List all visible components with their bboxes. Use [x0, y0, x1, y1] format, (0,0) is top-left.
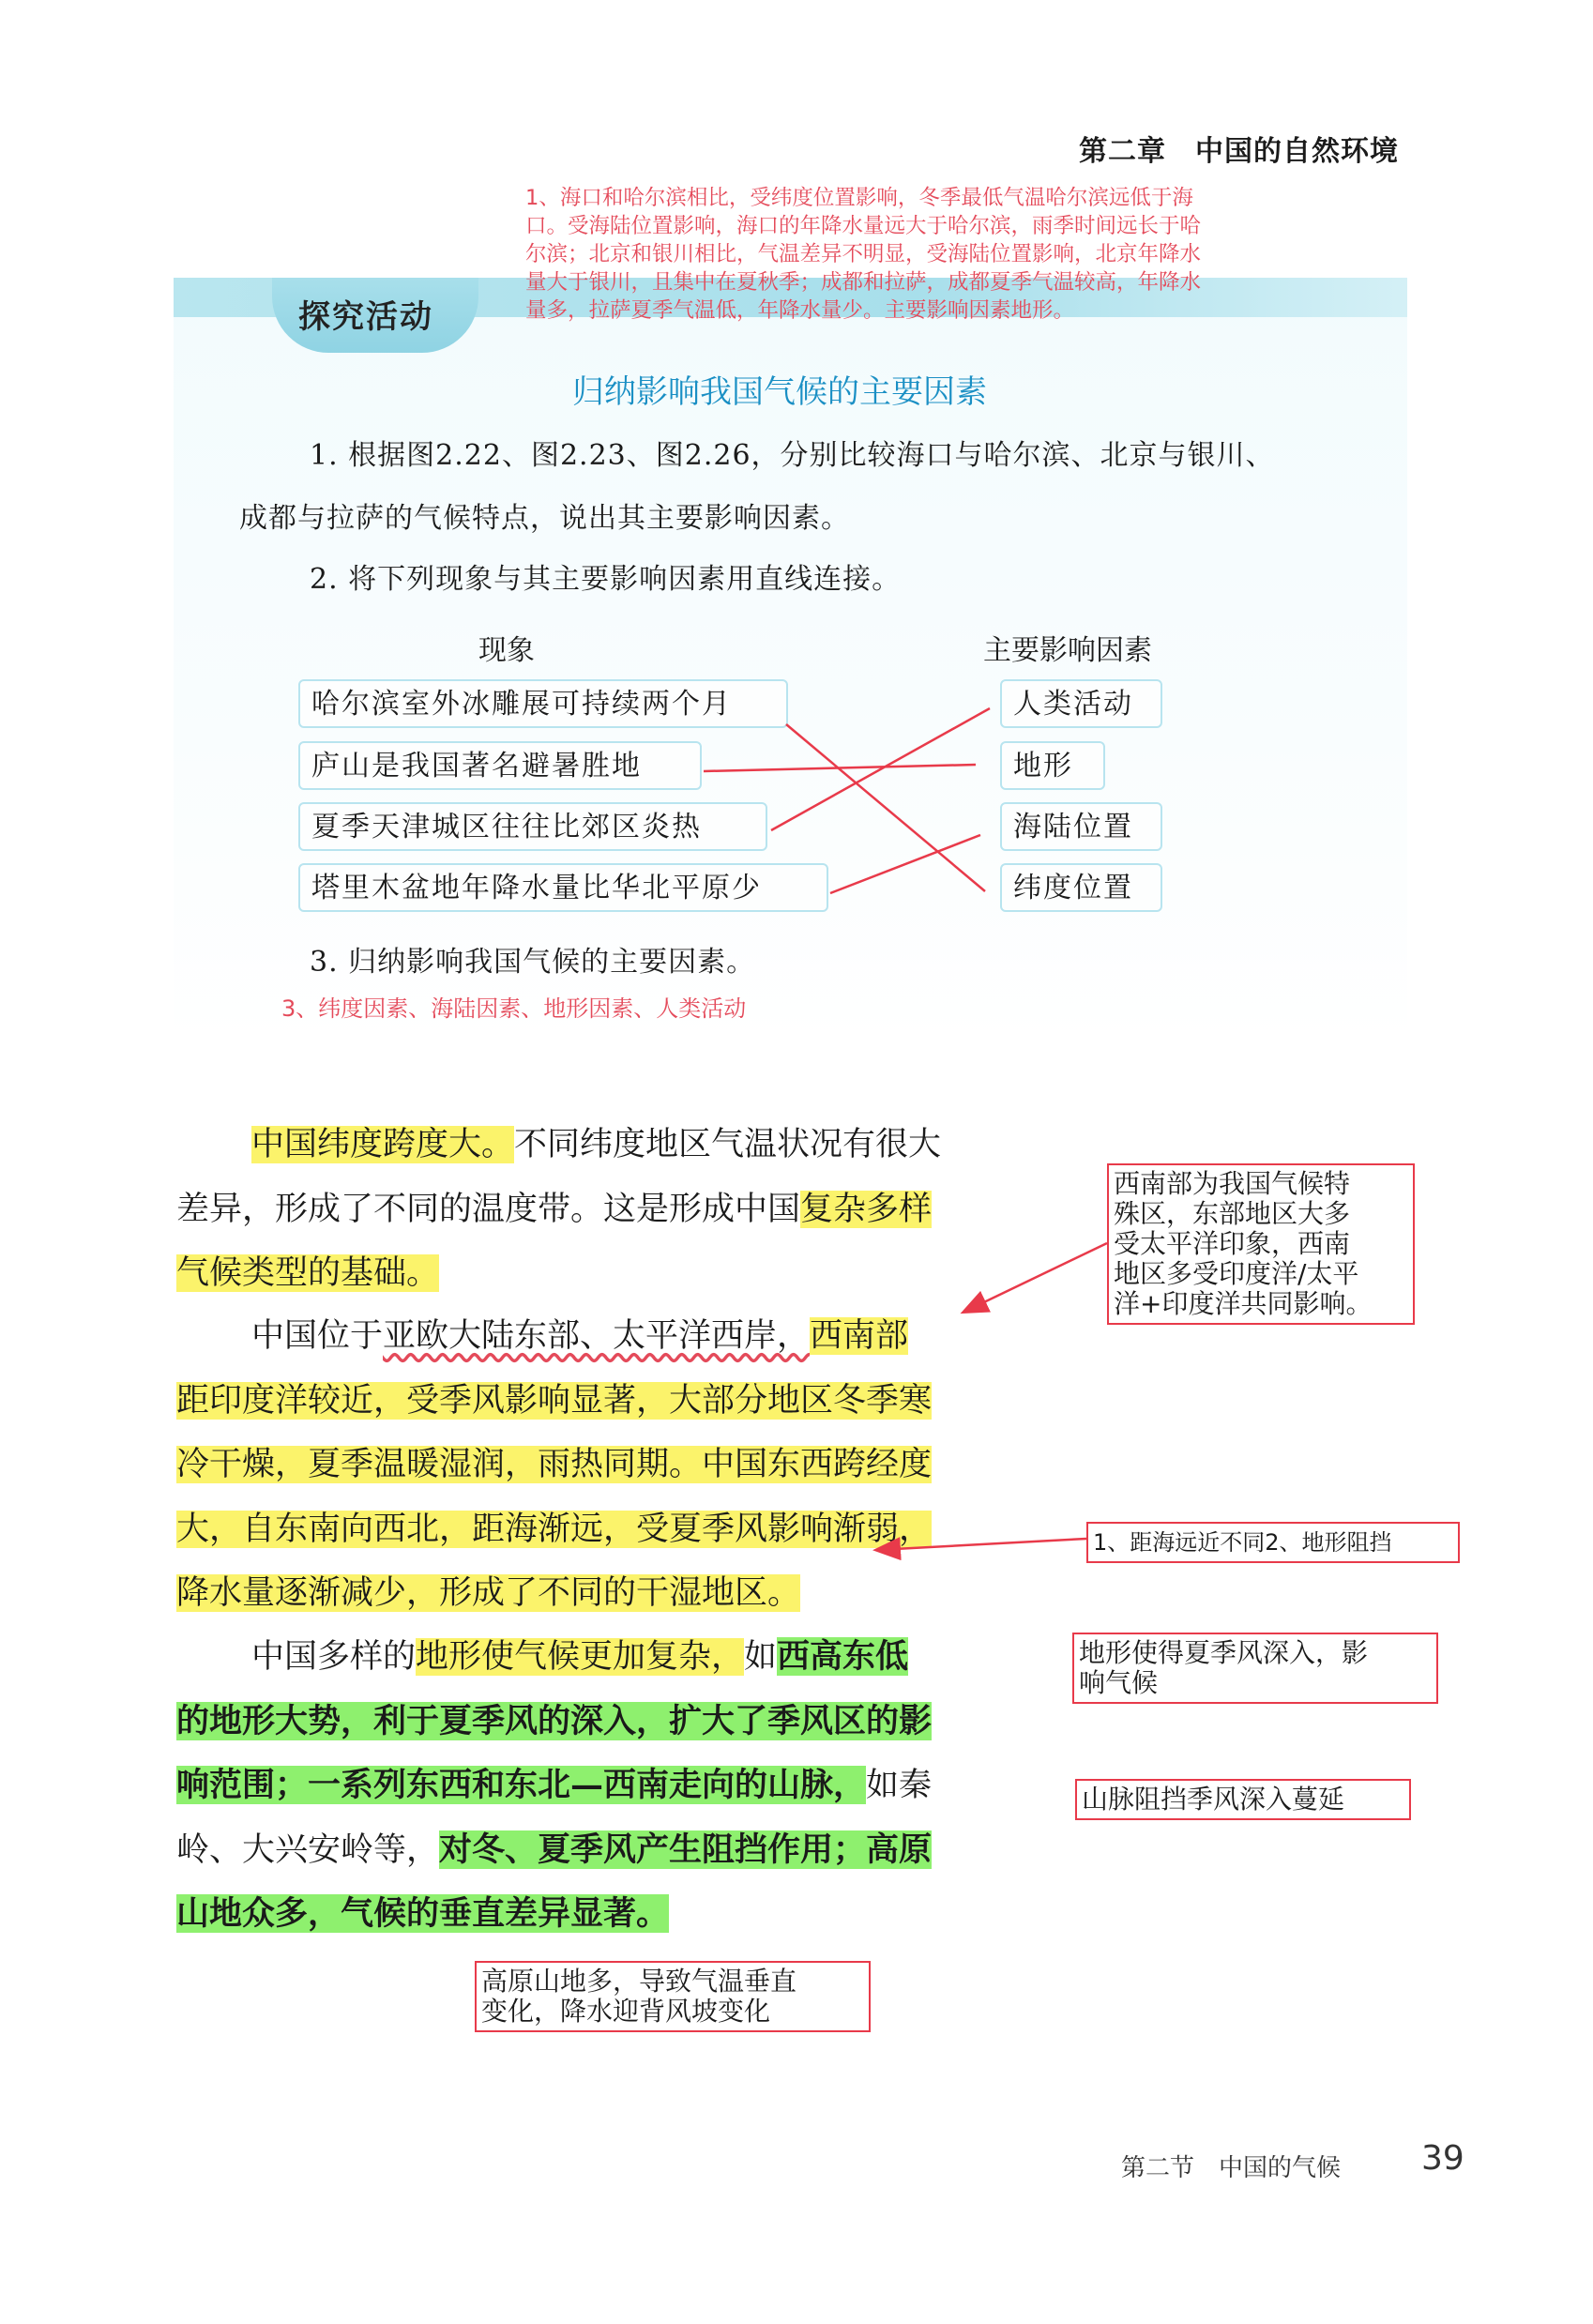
column-header-factors: 主要影响因素 — [983, 634, 1152, 667]
match-line-tarim-landsea — [830, 835, 980, 893]
activity-tab-label: 探究活动 — [298, 298, 433, 336]
note-line: 山脉阻挡季风深入蔓延 — [1082, 1784, 1345, 1815]
wavy-underline: 亚欧大陆东部、太平洋西岸， — [383, 1317, 811, 1355]
question-3: 3. 归纳影响我国气候的主要因素。 — [310, 946, 756, 979]
note-line: 受太平洋印象，西南 — [1114, 1228, 1351, 1259]
answer-3: 3、纬度因素、海陆因素、地形因素、人类活动 — [281, 995, 747, 1022]
note-line: 地区多受印度洋/太平 — [1114, 1258, 1359, 1289]
note-line: 变化，降水迎背风坡变化 — [481, 1996, 771, 2027]
activity-title: 归纳影响我国气候的主要因素 — [572, 373, 987, 411]
match-line-harbin-latitude — [786, 724, 985, 891]
highlight: 地形使气候更加复杂， — [416, 1638, 745, 1676]
question-2: 2. 将下列现象与其主要影响因素用直线连接。 — [310, 563, 902, 596]
page-number: 39 — [1421, 2139, 1464, 2178]
question-1-line-2: 成都与拉萨的气候特点，说出其主要影响因素。 — [239, 502, 850, 535]
highlight: 距印度洋较近，受季风影响显著，大部分地区冬季寒 — [176, 1381, 933, 1420]
highlight: 大，自东南向西北，距海渐远，受夏季风影响渐弱， — [176, 1510, 933, 1548]
arrow-distance — [877, 1539, 1086, 1550]
text: 中国多样的 — [251, 1638, 417, 1676]
highlight-green: 西高东低 — [777, 1637, 909, 1676]
text: 差异，形成了不同的温度带。这是形成中国 — [176, 1190, 801, 1228]
note-line: 高原山地多，导致气温垂直 — [481, 1966, 797, 1997]
answer-line: 量多，拉萨夏季气温低，年降水量少。主要影响因素地形。 — [525, 298, 1075, 323]
highlight-green: 对冬、夏季风产生阻挡作用； — [439, 1830, 867, 1869]
highlight-green: 的地形大势，利于夏季风的深入，扩大了季风区的影 — [176, 1701, 933, 1740]
note-line: 西南部为我国气候特 — [1114, 1168, 1351, 1199]
note-line: 1、距海远近不同2、地形阻挡 — [1093, 1529, 1392, 1556]
question-1-line-1: 1. 根据图2.22、图2.23、图2.26，分别比较海口与哈尔滨、北京与银川、 — [310, 439, 1275, 472]
text: 中国位于 — [251, 1317, 384, 1355]
answer-line: 1、海口和哈尔滨相比，受纬度位置影响，冬季最低气温哈尔滨远低于海 — [525, 186, 1193, 210]
highlight: 冷干燥，夏季温暖湿润，雨热同期。 — [176, 1446, 703, 1483]
text: 如秦 — [866, 1767, 933, 1804]
highlight: 西南部 — [810, 1317, 909, 1355]
footer-section-title: 第二节 中国的气候 — [1121, 2154, 1342, 2182]
text: 岭、大兴安岭等， — [176, 1830, 440, 1869]
factor-box-terrain: 地形 — [1000, 741, 1105, 790]
factor-box-land-sea: 海陆位置 — [1000, 802, 1162, 851]
text: 不同纬度地区气温状况有很大 — [514, 1126, 942, 1163]
highlight: 复杂多样 — [800, 1190, 933, 1228]
phenomenon-box-lushan: 庐山是我国著名避暑胜地 — [298, 741, 702, 790]
answer-line: 口。受海陆位置影响，海口的年降水量远大于哈尔滨，雨季时间远长于哈 — [525, 214, 1202, 238]
highlight-green: 响范围；一系列东西和东北—西南走向的山脉， — [176, 1766, 867, 1804]
answer-line: 量大于银川，且集中在夏秋季；成都和拉萨，成都夏季气温较高，年降水 — [525, 270, 1202, 295]
highlight: 中国东西跨经度 — [702, 1446, 933, 1483]
note-line: 地形使得夏季风深入，影 — [1079, 1637, 1369, 1668]
answer-line: 尔滨；北京和银川相比，气温差异不明显，受海陆位置影响，北京年降水 — [525, 242, 1202, 266]
text: 如 — [744, 1638, 778, 1676]
phenomenon-box-tarim: 塔里木盆地年降水量比华北平原少 — [298, 863, 828, 912]
factor-box-latitude: 纬度位置 — [1000, 863, 1162, 912]
note-line: 洋+印度洋共同影响。 — [1114, 1288, 1373, 1319]
phenomenon-box-harbin: 哈尔滨室外冰雕展可持续两个月 — [298, 679, 788, 728]
chapter-header: 第二章 中国的自然环境 — [1079, 135, 1399, 168]
column-header-phenomena: 现象 — [478, 634, 535, 667]
highlight: 气候类型的基础。 — [176, 1254, 440, 1292]
arrow-southwest — [964, 1243, 1107, 1312]
highlight-green: 高原 — [866, 1830, 933, 1869]
note-line: 响气候 — [1079, 1667, 1159, 1698]
phenomenon-box-tianjin: 夏季天津城区往往比郊区炎热 — [298, 802, 767, 851]
note-line: 殊区，东部地区大多 — [1114, 1198, 1351, 1229]
highlight: 中国纬度跨度大。 — [251, 1126, 515, 1163]
highlight: 降水量逐渐减少，形成了不同的干湿地区。 — [176, 1574, 801, 1612]
factor-box-human: 人类活动 — [1000, 679, 1162, 728]
highlight-green: 山地众多，气候的垂直差异显著。 — [176, 1894, 670, 1933]
